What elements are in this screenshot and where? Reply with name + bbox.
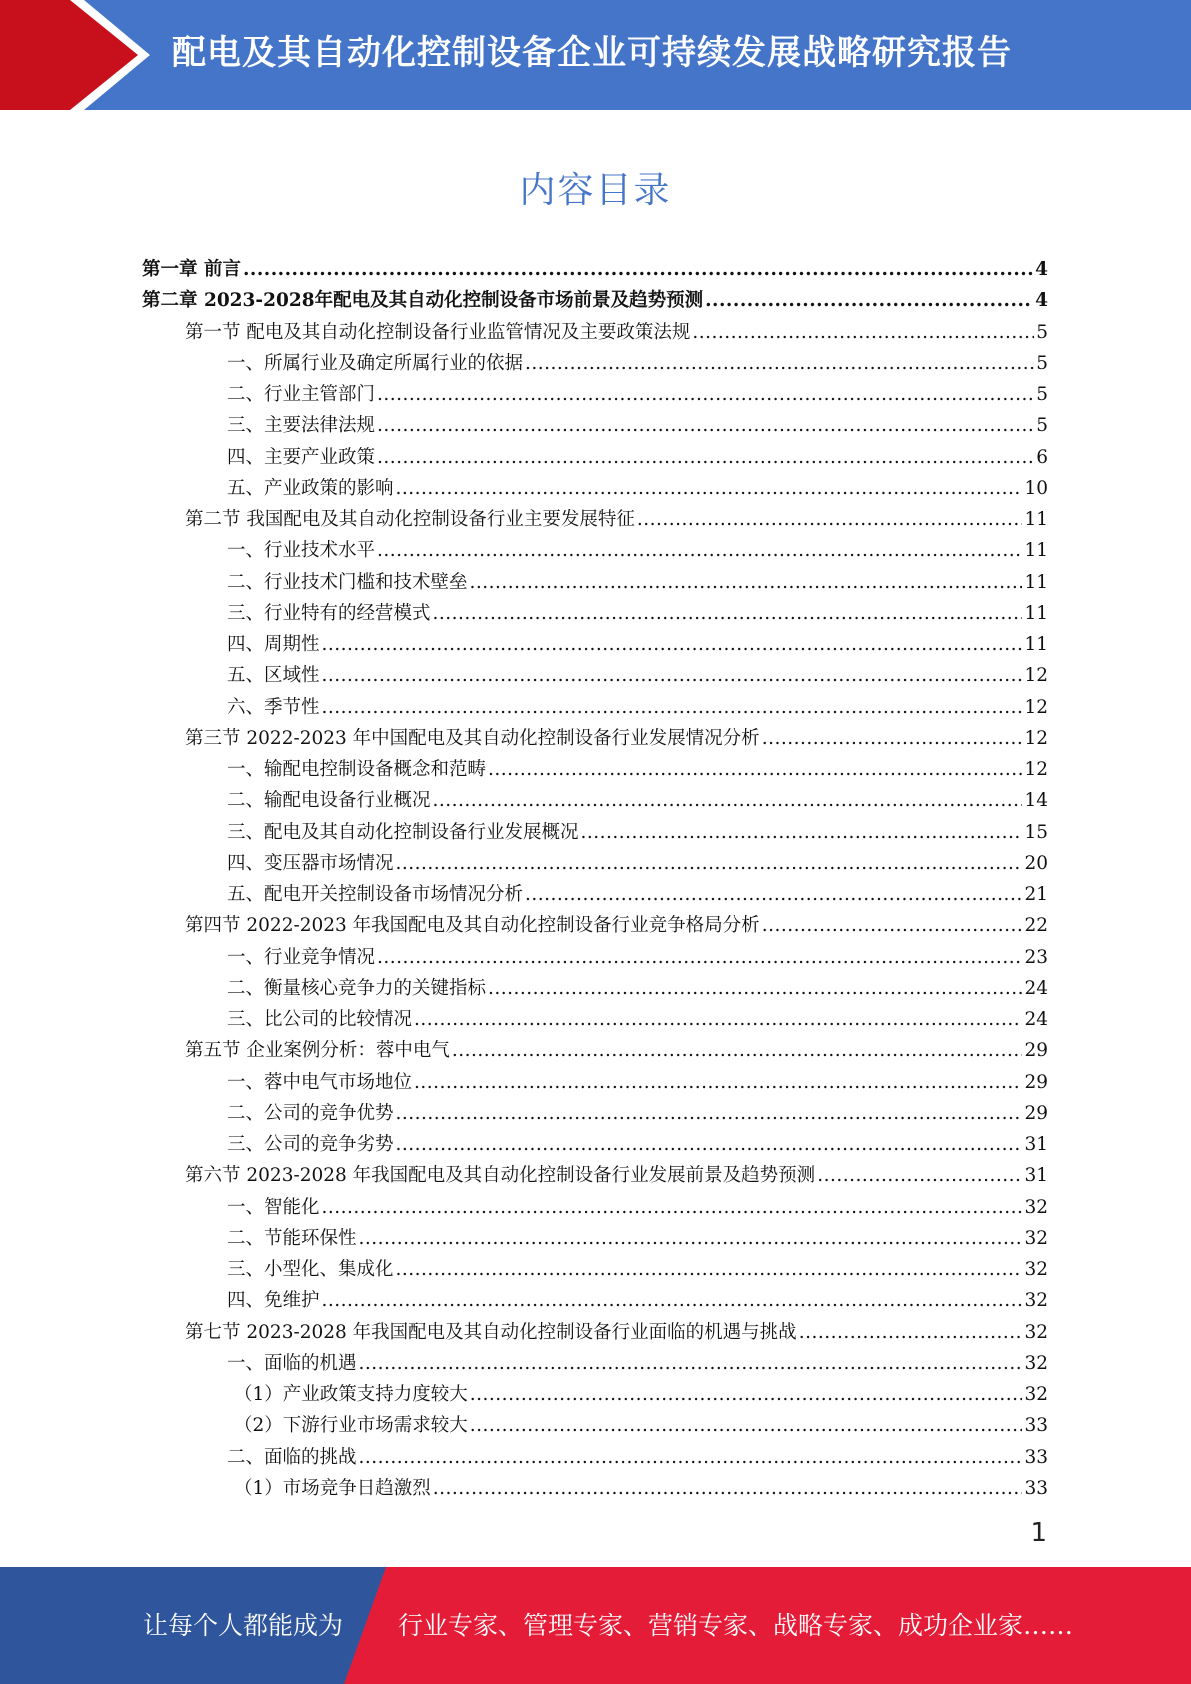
toc-entry-page: 6 — [1036, 446, 1048, 468]
toc-entry[interactable] — [142, 567, 1048, 598]
toc-entry-page: 24 — [1024, 977, 1048, 999]
toc-dot-leader — [452, 1035, 1023, 1066]
toc-entry[interactable] — [142, 254, 1048, 285]
toc-entry[interactable] — [142, 1379, 1048, 1410]
toc-entry[interactable] — [142, 1067, 1048, 1098]
toc-dot-leader — [799, 1317, 1023, 1348]
toc-dot-leader — [396, 1098, 1023, 1129]
toc-entry[interactable] — [142, 317, 1048, 348]
toc-dot-leader — [377, 535, 1022, 566]
toc-entry-title: 二、行业技术门槛和技术壁垒 — [227, 571, 468, 593]
toc-entry-page: 12 — [1024, 665, 1048, 687]
toc-entry-page: 32 — [1024, 1290, 1048, 1312]
toc-entry-title: 第一章 前言 — [142, 259, 241, 280]
header-banner — [0, 0, 1191, 110]
toc-dot-leader — [488, 973, 1022, 1004]
toc-dot-leader — [470, 1410, 1023, 1441]
toc-dot-leader — [692, 317, 1034, 348]
toc-entry-page: 5 — [1036, 384, 1048, 405]
toc-entry-page: 31 — [1024, 1134, 1048, 1155]
toc-entry[interactable] — [142, 910, 1048, 941]
toc-entry-title: 一、所属行业及确定所属行业的依据 — [227, 352, 524, 374]
toc-dot-leader — [817, 1160, 1022, 1191]
toc-dot-leader — [359, 1223, 1023, 1254]
toc-dot-leader — [322, 1192, 1023, 1223]
toc-entry-page: 11 — [1024, 571, 1048, 593]
toc-dot-leader — [414, 1067, 1022, 1098]
toc-dot-leader — [581, 817, 1023, 848]
toc-dot-leader — [322, 1285, 1023, 1316]
toc-entry-title: 五、产业政策的影响 — [227, 477, 394, 499]
toc-entry-title: （1）市场竞争日趋激烈 — [234, 1477, 431, 1499]
toc-entry-page: 32 — [1024, 1321, 1048, 1343]
toc-entry-page: 32 — [1024, 1352, 1048, 1374]
toc-entry[interactable] — [142, 817, 1048, 848]
toc-entry[interactable] — [142, 1223, 1048, 1254]
toc-entry[interactable] — [142, 1442, 1048, 1473]
toc-entry-title: 一、智能化 — [227, 1196, 320, 1218]
toc-entry[interactable] — [142, 410, 1048, 441]
toc-entry-title: 二、面临的挑战 — [227, 1446, 357, 1468]
toc-entry[interactable] — [142, 1254, 1048, 1285]
toc-entry-title: 四、免维护 — [227, 1290, 320, 1312]
toc-entry-page: 32 — [1024, 1384, 1048, 1405]
toc-entry[interactable] — [142, 629, 1048, 660]
footer-banner — [0, 1567, 1191, 1684]
toc-entry-page: 20 — [1024, 852, 1048, 874]
toc-dot-leader — [488, 754, 1022, 785]
toc-entry[interactable] — [142, 1160, 1048, 1191]
toc-entry-title: （2）下游行业市场需求较大 — [234, 1415, 468, 1437]
toc-entry-title: 一、行业竞争情况 — [227, 946, 376, 968]
toc-dot-leader — [322, 692, 1023, 723]
toc-entry-page: 29 — [1024, 1071, 1048, 1093]
toc-heading: 内容目录 — [519, 170, 672, 211]
footer-slogan-right: 行业专家、管理专家、营销专家、战略专家、成功企业家…… — [398, 1611, 1074, 1640]
toc-entry-page: 4 — [1035, 290, 1048, 312]
toc-entry[interactable] — [142, 973, 1048, 1004]
toc-entry[interactable] — [142, 1004, 1048, 1035]
toc-entry[interactable] — [142, 848, 1048, 879]
toc-entry-title: 第二章 2023-2028年配电及其自动化控制设备市场前景及趋势预测 — [142, 290, 704, 312]
toc-entry[interactable] — [142, 535, 1048, 566]
toc-entry-title: 五、区域性 — [227, 665, 320, 687]
toc-entry[interactable] — [142, 348, 1048, 379]
toc-entry-page: 11 — [1024, 509, 1048, 530]
toc-dot-leader — [433, 785, 1023, 816]
toc-entry[interactable] — [142, 504, 1048, 535]
toc-dot-leader — [359, 1348, 1023, 1379]
toc-entry-title: 二、节能环保性 — [227, 1227, 357, 1249]
toc-entry[interactable] — [142, 1348, 1048, 1379]
toc-entry-title: （1）产业政策支持力度较大 — [234, 1384, 468, 1405]
toc-dot-leader — [377, 410, 1034, 441]
toc-entry-page: 11 — [1024, 634, 1048, 655]
toc-dot-leader — [762, 723, 1023, 754]
toc-entry-page: 10 — [1024, 477, 1048, 499]
toc-entry[interactable] — [142, 660, 1048, 691]
toc-entry-page: 33 — [1024, 1477, 1048, 1499]
toc-entry-page: 32 — [1024, 1196, 1048, 1218]
toc-entry[interactable] — [142, 1129, 1048, 1160]
toc-entry[interactable] — [142, 1035, 1048, 1066]
toc-entry-title: 三、公司的竞争劣势 — [227, 1134, 394, 1155]
toc-dot-leader — [470, 1379, 1023, 1410]
toc-entry[interactable] — [142, 285, 1048, 316]
toc-entry[interactable] — [142, 785, 1048, 816]
toc-entry-page: 21 — [1024, 884, 1048, 905]
toc-entry-page: 32 — [1024, 1259, 1048, 1280]
toc-entry[interactable] — [142, 723, 1048, 754]
toc-dot-leader — [762, 910, 1023, 941]
toc-entry[interactable] — [142, 1473, 1048, 1504]
toc-entry-page: 14 — [1024, 790, 1048, 812]
toc-dot-leader — [396, 1129, 1023, 1160]
toc-entry[interactable] — [142, 942, 1048, 973]
toc-entry-page: 29 — [1024, 1040, 1048, 1062]
toc-entry[interactable] — [142, 473, 1048, 504]
toc-entry-page: 4 — [1035, 259, 1048, 280]
toc-entry-title: 第二节 我国配电及其自动化控制设备行业主要发展特征 — [185, 509, 635, 530]
page-number: 1 — [1030, 1518, 1047, 1548]
toc-dot-leader — [377, 379, 1034, 410]
toc-entry-title: 三、比公司的比较情况 — [227, 1009, 413, 1030]
toc-entry-title: 第三节 2022-2023 年中国配电及其自动化控制设备行业发展情况分析 — [185, 727, 760, 749]
toc-dot-leader — [322, 629, 1023, 660]
toc-dot-leader — [359, 1442, 1023, 1473]
toc-entry-page: 33 — [1024, 1446, 1048, 1468]
toc-dot-leader — [525, 879, 1022, 910]
toc-entry-title: 一、输配电控制设备概念和范畴 — [227, 759, 487, 780]
toc-entry-page: 33 — [1024, 1415, 1048, 1437]
report-title: 配电及其自动化控制设备企业可持续发展战略研究报告 — [172, 33, 1012, 73]
toc-dot-leader — [705, 285, 1033, 316]
toc-entry-title: 二、行业主管部门 — [227, 384, 376, 405]
toc-entry-page: 32 — [1024, 1227, 1048, 1249]
toc-entry[interactable] — [142, 754, 1048, 785]
toc-entry-page: 12 — [1024, 759, 1048, 780]
toc-entry[interactable] — [142, 1098, 1048, 1129]
toc-entry-title: 第五节 企业案例分析：蓉中电气 — [185, 1040, 450, 1062]
footer-slogan-left: 让每个人都能成为 — [143, 1611, 344, 1640]
toc-entry[interactable] — [142, 1192, 1048, 1223]
table-of-contents — [142, 254, 1048, 1504]
toc-entry-title: 三、小型化、集成化 — [227, 1259, 394, 1280]
toc-entry[interactable] — [142, 692, 1048, 723]
toc-entry-page: 11 — [1024, 540, 1048, 562]
toc-entry-title: 一、蓉中电气市场地位 — [227, 1071, 413, 1093]
toc-dot-leader — [433, 598, 1023, 629]
toc-dot-leader — [525, 348, 1034, 379]
toc-entry-title: 二、公司的竞争优势 — [227, 1102, 394, 1124]
toc-dot-leader — [396, 848, 1023, 879]
toc-dot-leader — [396, 473, 1023, 504]
toc-dot-leader — [433, 1473, 1023, 1504]
toc-entry-title: 四、变压器市场情况 — [227, 852, 394, 874]
toc-entry-title: 第六节 2023-2028 年我国配电及其自动化控制设备行业发展前景及趋势预测 — [185, 1165, 816, 1187]
toc-entry-title: 四、主要产业政策 — [227, 446, 376, 468]
toc-entry-page: 22 — [1024, 915, 1048, 937]
toc-entry-title: 三、主要法律法规 — [227, 415, 376, 437]
toc-entry-page: 12 — [1024, 727, 1048, 749]
toc-entry[interactable] — [142, 879, 1048, 910]
toc-entry-title: 三、行业特有的经营模式 — [227, 602, 431, 624]
toc-entry-page: 12 — [1024, 696, 1048, 718]
toc-dot-leader — [377, 442, 1034, 473]
toc-entry[interactable] — [142, 1317, 1048, 1348]
header-arrow-icon — [0, 0, 138, 110]
toc-dot-leader — [414, 1004, 1022, 1035]
toc-entry-title: 二、输配电设备行业概况 — [227, 790, 431, 812]
toc-entry-title: 一、面临的机遇 — [227, 1352, 357, 1374]
toc-entry-title: 四、周期性 — [227, 634, 320, 655]
toc-entry-page: 31 — [1024, 1165, 1048, 1187]
toc-entry-page: 5 — [1036, 352, 1048, 374]
toc-entry-title: 第一节 配电及其自动化控制设备行业监管情况及主要政策法规 — [185, 321, 691, 343]
toc-entry[interactable] — [142, 1410, 1048, 1441]
toc-entry-title: 第四节 2022-2023 年我国配电及其自动化控制设备行业竞争格局分析 — [185, 915, 760, 937]
toc-entry[interactable] — [142, 379, 1048, 410]
toc-entry-page: 24 — [1024, 1009, 1048, 1030]
toc-entry[interactable] — [142, 1285, 1048, 1316]
toc-entry-title: 五、配电开关控制设备市场情况分析 — [227, 884, 524, 905]
toc-dot-leader — [243, 254, 1033, 285]
toc-entry-page: 11 — [1024, 602, 1048, 624]
toc-dot-leader — [637, 504, 1023, 535]
toc-entry-title: 一、行业技术水平 — [227, 540, 376, 562]
toc-dot-leader — [377, 942, 1022, 973]
toc-dot-leader — [322, 660, 1023, 691]
toc-entry-title: 二、衡量核心竞争力的关键指标 — [227, 977, 487, 999]
toc-entry-page: 5 — [1036, 415, 1048, 437]
toc-entry-page: 5 — [1036, 321, 1048, 343]
toc-entry-title: 第七节 2023-2028 年我国配电及其自动化控制设备行业面临的机遇与挑战 — [185, 1321, 797, 1343]
toc-entry-title: 六、季节性 — [227, 696, 320, 718]
toc-dot-leader — [396, 1254, 1023, 1285]
toc-entry-page: 23 — [1024, 946, 1048, 968]
toc-entry[interactable] — [142, 442, 1048, 473]
toc-dot-leader — [470, 567, 1023, 598]
toc-entry-page: 29 — [1024, 1102, 1048, 1124]
toc-entry[interactable] — [142, 598, 1048, 629]
toc-entry-page: 15 — [1024, 821, 1048, 843]
toc-entry-title: 三、配电及其自动化控制设备行业发展概况 — [227, 821, 579, 843]
